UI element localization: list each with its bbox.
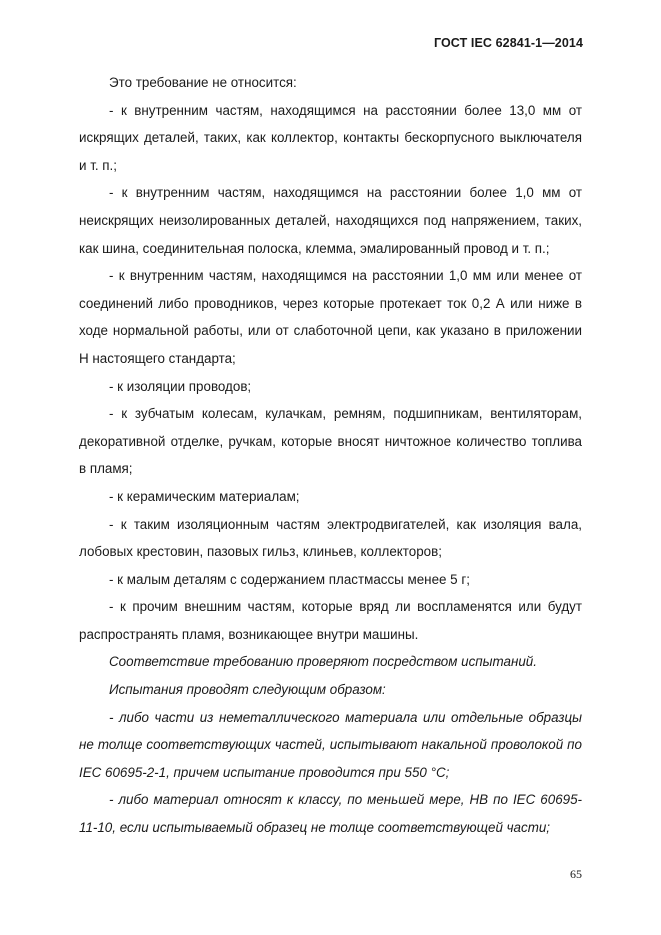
paragraph: - к прочим внешним частям, которые вряд ли воспламенятся или будут распространять пламя, возникающее внутри машины. — [79, 599, 582, 642]
paragraph: - к зубчатым колесам, кулачкам, ремням, подшипникам, вентиляторам, декоративной отделке, ручкам, которые вносят ничтожное количество топлива в пламя; — [79, 406, 582, 477]
paragraph: - к малым деталям с содержанием пластмассы менее 5 г; — [109, 571, 470, 587]
document-header: ГОСТ IEC 62841-1—2014 — [433, 36, 583, 50]
paragraph: - к керамическим материалам; — [109, 488, 300, 504]
paragraph: Испытания проводят следующим образом: — [109, 682, 386, 698]
page-number: 65 — [570, 867, 582, 881]
paragraph: - к таким изоляционным частям электродвигателей, как изоляция вала, лобовых крестовин, пазовых гильз, клиньев, коллекторов; — [79, 516, 582, 560]
paragraph: - либо материал относят к классу, по меньшей мере, HB по IEC 60695-11-10, если испытываемый образец не толще соответствующей части; — [79, 792, 582, 836]
paragraph: Это требование не относится: — [109, 75, 297, 90]
paragraph: Соответствие требованию проверяют посредством испытаний. — [109, 654, 537, 670]
paragraph: - к внутренним частям, находящимся на расстоянии более 1,0 мм от неискрящих неизолированных деталей, находящихся под напряжением, таких, как шина, соединительная полоска, клемма, эмалированный провод и т. п.; — [79, 185, 582, 256]
document-body — [79, 69, 582, 842]
paragraph: - к внутренним частям, находящимся на расстоянии более 13,0 мм от искрящих деталей, таких, как коллектор, контакты бескорпусного выключателя и т. п.; — [79, 102, 582, 173]
paragraph: - либо части из неметаллического материала или отдельные образцы не толще соответствующих частей, испытывают накальной проволокой по IEC 60695-2-1, причем испытание проводится при 550 °С; — [79, 709, 582, 780]
paragraph: - к внутренним частям, находящимся на расстоянии 1,0 мм или менее от соединений либо проводников, через которые протекает ток 0,2 А или ниже в ходе нормальной работы, или от слаботочной цепи, как указано в приложении Н настоящего стандарта; — [79, 268, 582, 366]
paragraph: - к изоляции проводов; — [109, 378, 252, 394]
